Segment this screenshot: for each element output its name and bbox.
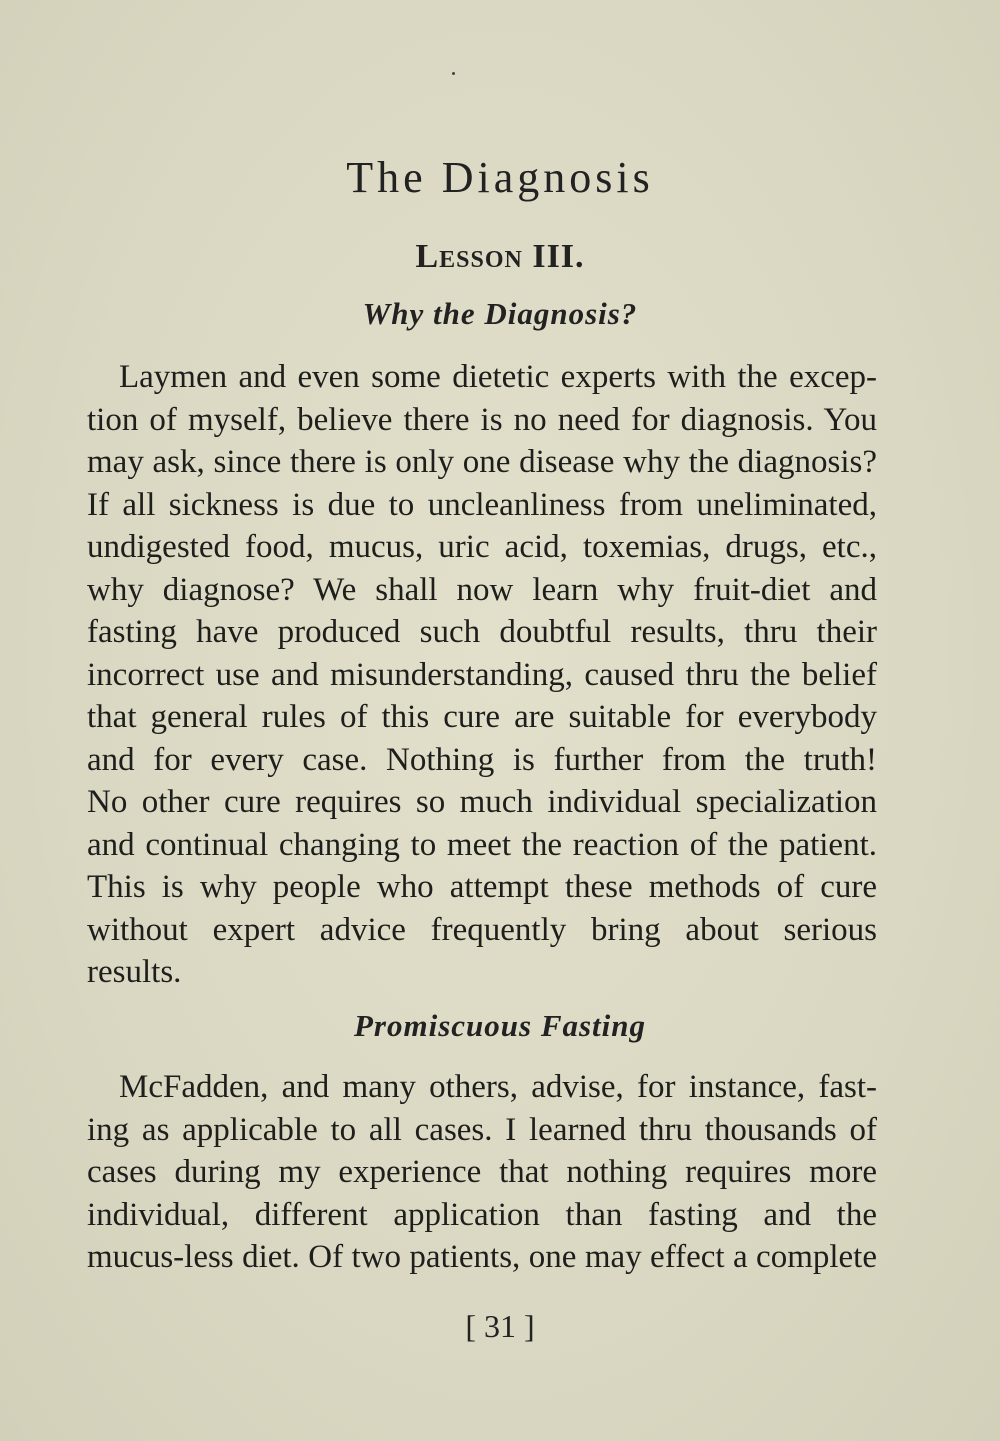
text-line: mucus-less diet. Of two patients, one may effect a complete	[87, 1239, 877, 1275]
text-line: individual, different application than fasting and the	[87, 1196, 877, 1233]
lesson-heading: Lesson III.	[415, 238, 585, 275]
section-heading-why-the-diagnosis: Why the Diagnosis?	[362, 296, 638, 331]
text-line: No other cure requires so much individual specialization	[87, 784, 877, 820]
text-line: results.	[87, 954, 182, 990]
text-line: ing as applicable to all cases. I learned thru thousands of	[87, 1111, 877, 1148]
text-line: undigested food, mucus, uric acid, toxemias, drugs, etc.,	[87, 529, 877, 565]
text-line: This is why people who attempt these methods of cure	[87, 869, 877, 905]
page-number: [ 31 ]	[465, 1308, 535, 1344]
paragraph-why-the-diagnosis	[87, 356, 877, 994]
text-line: If all sickness is due to uncleanliness from uneliminated,	[87, 486, 877, 523]
chapter-title: The Diagnosis	[346, 153, 654, 202]
text-line: incorrect use and misunderstanding, caused thru the belief	[87, 656, 877, 693]
text-line: may ask, since there is only one disease why the diagnosis?	[87, 444, 877, 480]
text-line: McFadden, and many others, advise, for instance, fast-	[119, 1069, 877, 1105]
section-heading-promiscuous-fasting: Promiscuous Fasting	[353, 1008, 647, 1043]
text-line: and continual changing to meet the reaction of the patient.	[87, 826, 877, 863]
ink-speck	[452, 72, 455, 75]
text-line: Laymen and even some dietetic experts with the excep-	[119, 359, 877, 395]
paragraph-promiscuous-fasting	[87, 1066, 877, 1279]
text-line: and for every case. Nothing is further from the truth!	[87, 741, 877, 778]
text-line: tion of myself, believe there is no need for diagnosis. You	[87, 401, 877, 438]
text-line: cases during my experience that nothing requires more	[87, 1154, 877, 1190]
text-line: without expert advice frequently bring about serious	[87, 911, 877, 948]
text-line: that general rules of this cure are suitable for everybody	[87, 699, 877, 735]
text-line: why diagnose? We shall now learn why fruit-diet and	[87, 571, 877, 608]
text-line: fasting have produced such doubtful results, thru their	[87, 614, 877, 650]
